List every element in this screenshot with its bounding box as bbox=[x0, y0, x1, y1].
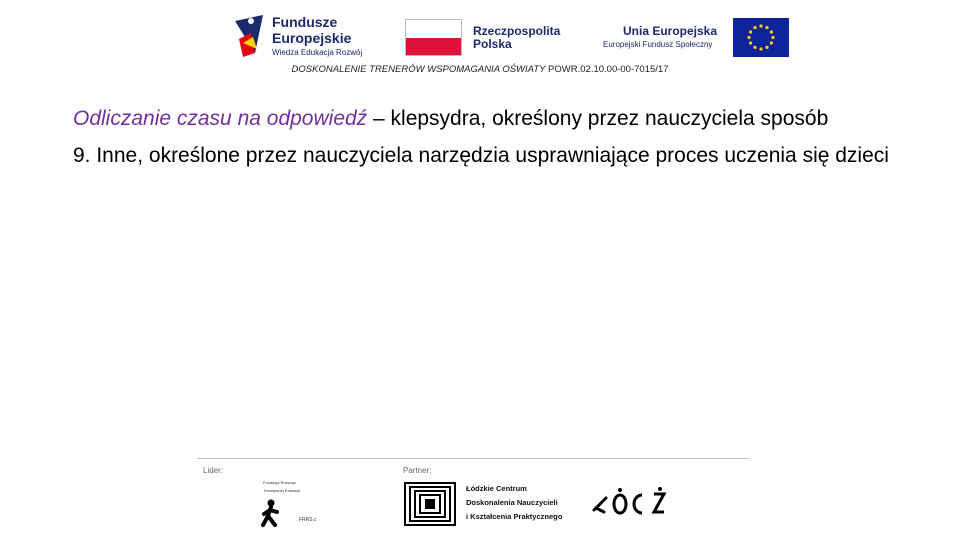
ldcn-line2: Doskonalenia Nauczycieli bbox=[466, 498, 558, 507]
lider-logo-line1: Fundacja Rozwoju bbox=[263, 480, 296, 485]
project-title: DOSKONALENIE TRENERÓW WSPOMAGANIA OŚWIATY bbox=[291, 64, 546, 75]
lider-label: Lider: bbox=[203, 466, 224, 475]
project-code: POWR.02.10.00-00-7015/17 bbox=[545, 64, 669, 75]
eu-flag-icon bbox=[733, 18, 789, 57]
list-item: 9. Inne, określone przez nauczyciela narzędzia usprawniające proces uczenia się dzieci bbox=[73, 144, 889, 167]
ue-logo-line1: Unia Europejska bbox=[623, 24, 718, 38]
ldcn-text bbox=[466, 482, 562, 524]
rp-logo-line2: Polska bbox=[473, 37, 512, 51]
rp-logo-line1: Rzeczpospolita bbox=[473, 24, 561, 38]
list-item bbox=[73, 106, 893, 131]
partner-label: Partner: bbox=[403, 466, 432, 475]
item1-emphasis: Odliczanie czasu na odpowiedź bbox=[73, 107, 368, 130]
lider-logo-line2: Kreatywnej Edukacji bbox=[264, 488, 301, 493]
project-line bbox=[0, 64, 960, 75]
ldcn-line3: i Kształcenia Praktycznego bbox=[466, 512, 563, 521]
ldcn-logo bbox=[404, 482, 456, 526]
polish-flag-icon bbox=[405, 19, 462, 56]
slide-body bbox=[73, 106, 893, 180]
footer-divider bbox=[197, 458, 749, 459]
fe-logo-sub: Wiedza Edukacja Rozwój bbox=[272, 48, 363, 57]
lider-logo-year: FRRS.c bbox=[299, 517, 317, 523]
fe-logo-line2: Europejskie bbox=[272, 30, 352, 46]
lodz-logo bbox=[590, 484, 670, 520]
fe-logo-line1: Fundusze bbox=[272, 14, 338, 30]
ue-logo-line2: Europejski Fundusz Społeczny bbox=[603, 40, 713, 49]
item1-text: – klepsydra, określony przez nauczyciela sposób bbox=[367, 107, 829, 130]
ldcn-line1: Łódzkie Centrum bbox=[466, 484, 527, 493]
